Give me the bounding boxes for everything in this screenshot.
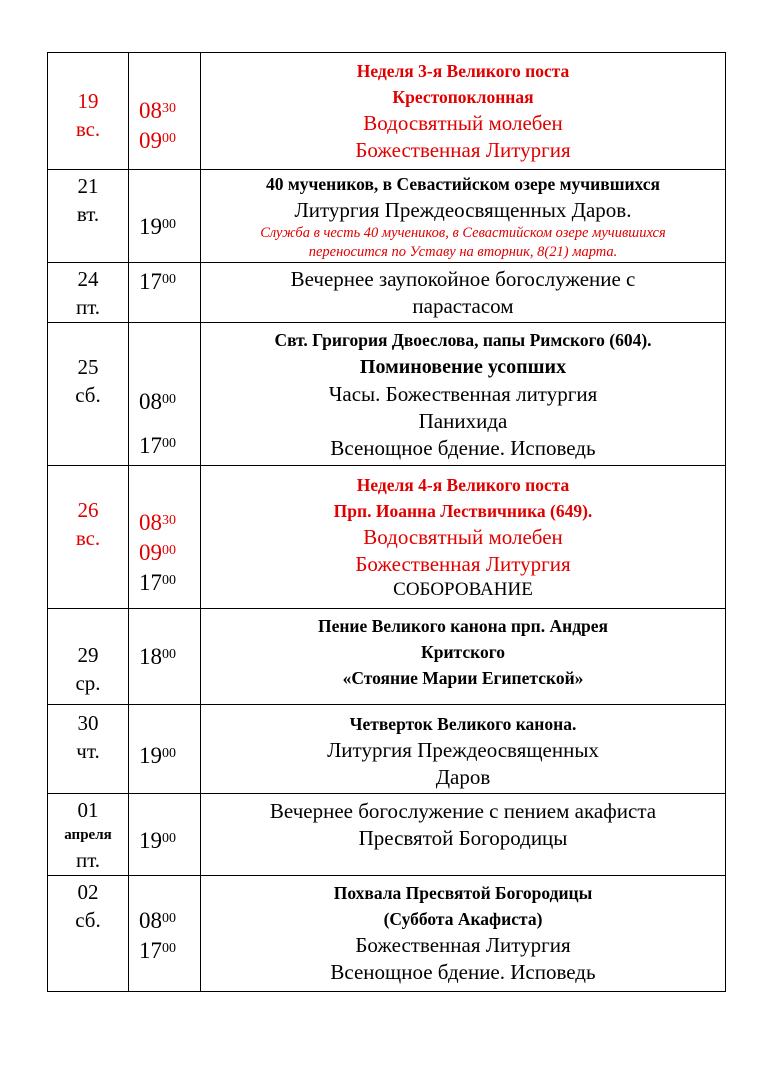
service-line: Божественная Литургия (355, 138, 571, 162)
service-cell (201, 876, 726, 992)
feast-title: Критского (421, 642, 505, 662)
service-cell (201, 53, 726, 170)
time: $17^{00}$ (139, 433, 176, 458)
service-cell (201, 794, 726, 876)
day-number: 30 (77, 711, 99, 735)
time: $18^{00}$ (139, 643, 176, 669)
table-row (48, 705, 726, 794)
feast-title: Неделя 4-я Великого поста (356, 475, 570, 495)
service-cell (201, 609, 726, 705)
service-line: Водосвятный молебен (363, 111, 563, 135)
time: $08^{00}$ (139, 389, 176, 414)
time: $19^{00}$ (139, 828, 176, 853)
weekday: сб. (75, 908, 101, 932)
table-row (48, 876, 726, 992)
table-row (48, 263, 726, 323)
time: $17^{00}$ (139, 570, 176, 595)
feast-title: Четверток Великого канона. (349, 714, 577, 734)
time: $08^{30}$ (139, 510, 176, 535)
weekday: сб. (75, 383, 101, 407)
feast-title: Неделя 3-я Великого поста (356, 61, 570, 81)
service-line: парастасом (412, 293, 514, 318)
service-cell (201, 705, 726, 794)
time: $17^{00}$ (139, 938, 176, 963)
service-line: Водосвятный молебен (363, 525, 563, 549)
time: $09^{00}$ (139, 540, 176, 565)
day-number: 24 (77, 266, 99, 291)
service-schedule-table (47, 52, 726, 992)
feast-title: Похвала Пресвятой Богородицы (333, 883, 593, 903)
service-line: Даров (435, 765, 491, 789)
time-cell (129, 794, 201, 876)
time-cell (129, 53, 201, 170)
table-row (48, 323, 726, 466)
time: $19^{00}$ (139, 743, 176, 768)
date-cell (48, 170, 129, 263)
time: $08^{30}$ (139, 98, 176, 123)
service-line: Панихида (418, 408, 508, 433)
service-note: Служба в честь 40 мучеников, в Севастийском озере мучившихся (260, 224, 666, 241)
service-line: Литургия Преждеосвященных Даров. (294, 197, 632, 222)
time-cell (129, 323, 201, 466)
day-number: 21 (77, 174, 99, 198)
service-line: СОБОРОВАНИЕ (393, 579, 533, 600)
service-line: Часы. Божественная литургия (328, 381, 598, 406)
table-row (48, 466, 726, 609)
service-line: Литургия Преждеосвященных (327, 738, 599, 762)
weekday: вт. (76, 202, 100, 226)
service-line: Божественная Литургия (355, 552, 571, 576)
service-cell (201, 323, 726, 466)
date-cell (48, 609, 129, 705)
time: $08^{00}$ (139, 908, 176, 933)
time: $19^{00}$ (139, 214, 176, 239)
day-number: 19 (77, 89, 99, 113)
day-number: 01 (77, 798, 99, 822)
feast-title: Пение Великого канона прп. Андрея (317, 616, 609, 636)
time: $17^{00}$ (139, 269, 176, 294)
time-cell (129, 609, 201, 705)
weekday: вс. (75, 117, 101, 141)
service-cell (201, 263, 726, 323)
date-cell (48, 323, 129, 466)
day-number: 29 (77, 643, 99, 667)
weekday: пт. (75, 848, 101, 872)
feast-title: (Суббота Акафиста) (383, 909, 543, 929)
feast-title: 40 мучеников, в Севастийском озере мучившихся (265, 173, 661, 194)
time-cell (129, 170, 201, 263)
time-cell (129, 263, 201, 323)
service-line: Божественная Литургия (355, 933, 571, 957)
weekday: вс. (75, 526, 101, 550)
feast-title: Прп. Иоанна Лествичника (649). (333, 501, 593, 521)
service-line: Всенощное бдение. Исповедь (330, 960, 596, 984)
date-cell (48, 466, 129, 609)
day-number: 02 (77, 880, 99, 904)
day-number: 25 (77, 355, 99, 379)
table-row (48, 794, 726, 876)
service-line: Вечернее заупокойное богослужение с (290, 266, 636, 291)
month-label: апреля (64, 827, 112, 843)
date-cell (48, 876, 129, 992)
date-cell (48, 705, 129, 794)
service-line: Всенощное бдение. Исповедь (330, 435, 596, 460)
service-note: переносится по Уставу на вторник, 8(21) марта. (308, 243, 618, 260)
weekday: пт. (75, 294, 101, 319)
time-cell (129, 876, 201, 992)
weekday: чт. (76, 739, 100, 763)
service-line: Вечернее богослужение с пением акафиста (269, 799, 657, 823)
weekday: ср. (75, 671, 101, 695)
feast-subtitle: Поминовение усопших (359, 355, 567, 378)
date-cell (48, 53, 129, 170)
time-cell (129, 705, 201, 794)
time-cell (129, 466, 201, 609)
time: $09^{00}$ (139, 128, 176, 153)
service-cell (201, 170, 726, 263)
feast-title: «Стояние Марии Египетской» (342, 668, 584, 688)
feast-title: Свт. Григория Двоеслова, папы Римского (604). (274, 329, 652, 350)
table-row (48, 609, 726, 705)
service-cell (201, 466, 726, 609)
table-row (48, 53, 726, 170)
feast-title: Крестопоклонная (392, 87, 534, 107)
day-number: 26 (77, 498, 99, 522)
date-cell (48, 263, 129, 323)
date-cell (48, 794, 129, 876)
service-line: Пресвятой Богородицы (358, 826, 568, 850)
table-row (48, 170, 726, 263)
